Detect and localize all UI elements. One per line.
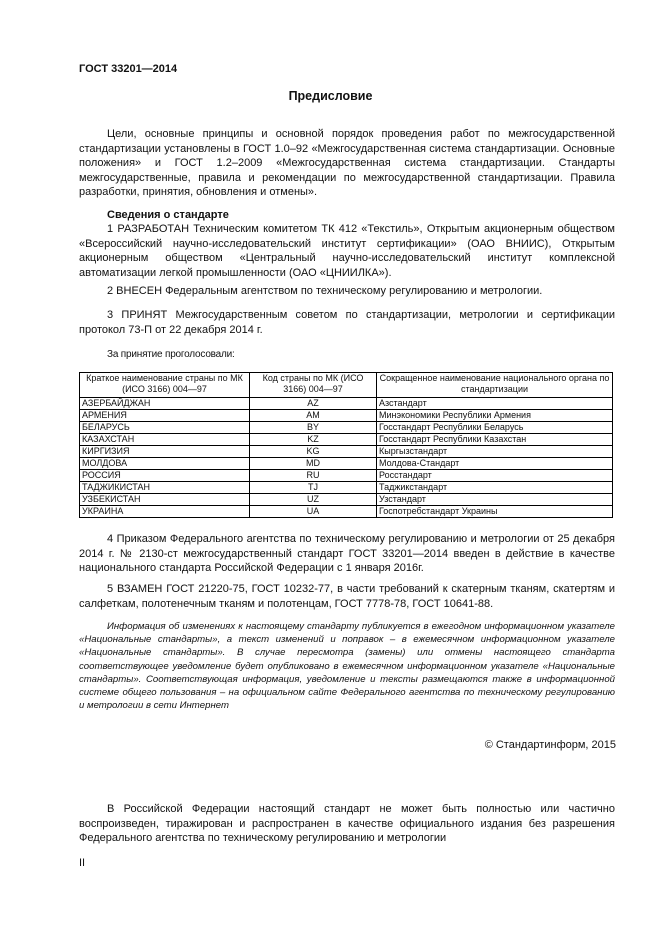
table-row xyxy=(80,398,613,410)
code-cell: AZ xyxy=(250,398,377,410)
country-cell: КАЗАХСТАН xyxy=(80,434,250,446)
column-header-country: Краткое наименование страны по МК (ИСО 3166) 004—97 xyxy=(80,373,250,398)
code-cell: KG xyxy=(250,446,377,458)
item-1-paragraph: 1 РАЗРАБОТАН Техническим комитетом ТК 412 «Текстиль», Открытым акционерным обществом «Всероссийский научно-исследовательский институт сертификации» (ОАО ВНИИС), Открытым акционерным обществом «Центральный научно-исследовательский институт комплексной автоматизации легкой промышленности (ОАО «ЦНИИЛКА»). xyxy=(79,223,615,279)
country-cell: МОЛДОВА xyxy=(80,458,250,470)
country-cell: ТАДЖИКИСТАН xyxy=(80,482,250,494)
item-5-paragraph: 5 ВЗАМЕН ГОСТ 21220-75, ГОСТ 10232-77, в части требований к скатерным тканям, скатертям и салфеткам, полотенечным тканям и полотенцам, ГОСТ 7778-78, ГОСТ 10641-88. xyxy=(79,583,615,610)
code-cell: AM xyxy=(250,410,377,422)
vote-label: За принятие проголосовали: xyxy=(107,349,235,360)
agency-cell: Молдова-Стандарт xyxy=(377,458,613,470)
code-cell: MD xyxy=(250,458,377,470)
agency-cell: Узстандарт xyxy=(377,494,613,506)
countries-table xyxy=(79,372,613,518)
table-row xyxy=(80,446,613,458)
country-cell: АРМЕНИЯ xyxy=(80,410,250,422)
item-3-paragraph: 3 ПРИНЯТ Межгосударственным советом по стандартизации, метрологии и сертификации протокол 73-П от 22 декабря 2014 г. xyxy=(79,309,615,336)
country-cell: АЗЕРБАЙДЖАН xyxy=(80,398,250,410)
country-cell: УЗБЕКИСТАН xyxy=(80,494,250,506)
agency-cell: Кыргызстандарт xyxy=(377,446,613,458)
table-row xyxy=(80,458,613,470)
page-number: II xyxy=(79,857,86,869)
info-heading: Сведения о стандарте xyxy=(107,209,229,221)
intro-paragraph: Цели, основные принципы и основной порядок проведения работ по межгосударственной стандартизации установлены в ГОСТ 1.0–92 «Межгосударственная система стандартизации. Основные положения» и ГОСТ 1.2–2009 «Межгосударственная система стандартизации. Стандарты межгосударственные, правила и рекомендации по межгосударственной стандартизации. Правила разработки, принятия, обновления и отмены». xyxy=(79,128,615,199)
table-row xyxy=(80,482,613,494)
legal-notice: В Российской Федерации настоящий стандарт не может быть полностью или частично воспроизведен, тиражирован и распространен в качестве официального издания без разрешения Федерального агентства по техническому регулированию и метрологии xyxy=(79,803,615,845)
table-header-row xyxy=(80,373,613,398)
column-header-code: Код страны по МК (ИСО 3166) 004—97 xyxy=(250,373,377,398)
country-cell: РОССИЯ xyxy=(80,470,250,482)
agency-cell: Минэкономики Республики Армения xyxy=(377,410,613,422)
agency-cell: Росстандарт xyxy=(377,470,613,482)
code-cell: TJ xyxy=(250,482,377,494)
item-2-paragraph: 2 ВНЕСЕН Федеральным агентством по техническому регулированию и метрологии. xyxy=(107,285,543,297)
code-cell: KZ xyxy=(250,434,377,446)
item-4-paragraph: 4 Приказом Федерального агентства по техническому регулированию и метрологии от 25 декабря 2014 г. № 2130-ст межгосударственный стандарт ГОСТ 33201—2014 введен в действие в качестве национального стандарта Российской Федерации с 1 января 2016г. xyxy=(79,533,615,575)
column-header-agency: Сокращенное наименование национального органа по стандартизации xyxy=(377,373,613,398)
code-cell: UZ xyxy=(250,494,377,506)
table-row xyxy=(80,470,613,482)
copyright-line: © Стандартинформ, 2015 xyxy=(484,739,616,751)
table-row xyxy=(80,506,613,518)
code-cell: BY xyxy=(250,422,377,434)
agency-cell: Азстандарт xyxy=(377,398,613,410)
agency-cell: Госстандарт Республики Беларусь xyxy=(377,422,613,434)
change-notice: Информация об изменениях к настоящему стандарту публикуется в ежегодном информационном указателе «Национальные стандарты», а текст изменений и поправок – в ежемесячном информационном указателе «Национальные стандарты». В случае пересмотра (замены) или отмены настоящего стандарта соответствующее уведомление будет опубликовано в ежемесячном информационном указателе «Национальные стандарты». Соответствующая информация, уведомление и тексты размещаются также в информационной системе общего пользования – на официальном сайте Федерального агентства по техническому регулированию и метрологии в сети Интернет xyxy=(79,621,615,712)
code-cell: RU xyxy=(250,470,377,482)
table-row xyxy=(80,410,613,422)
country-cell: КИРГИЗИЯ xyxy=(80,446,250,458)
agency-cell: Госстандарт Республики Казахстан xyxy=(377,434,613,446)
document-header: ГОСТ 33201—2014 xyxy=(79,63,178,75)
agency-cell: Госпотребстандарт Украины xyxy=(377,506,613,518)
agency-cell: Таджикстандарт xyxy=(377,482,613,494)
country-cell: УКРАИНА xyxy=(80,506,250,518)
table-row xyxy=(80,494,613,506)
code-cell: UA xyxy=(250,506,377,518)
country-cell: БЕЛАРУСЬ xyxy=(80,422,250,434)
page-title: Предисловие xyxy=(288,89,373,103)
table-row xyxy=(80,422,613,434)
table-row xyxy=(80,434,613,446)
